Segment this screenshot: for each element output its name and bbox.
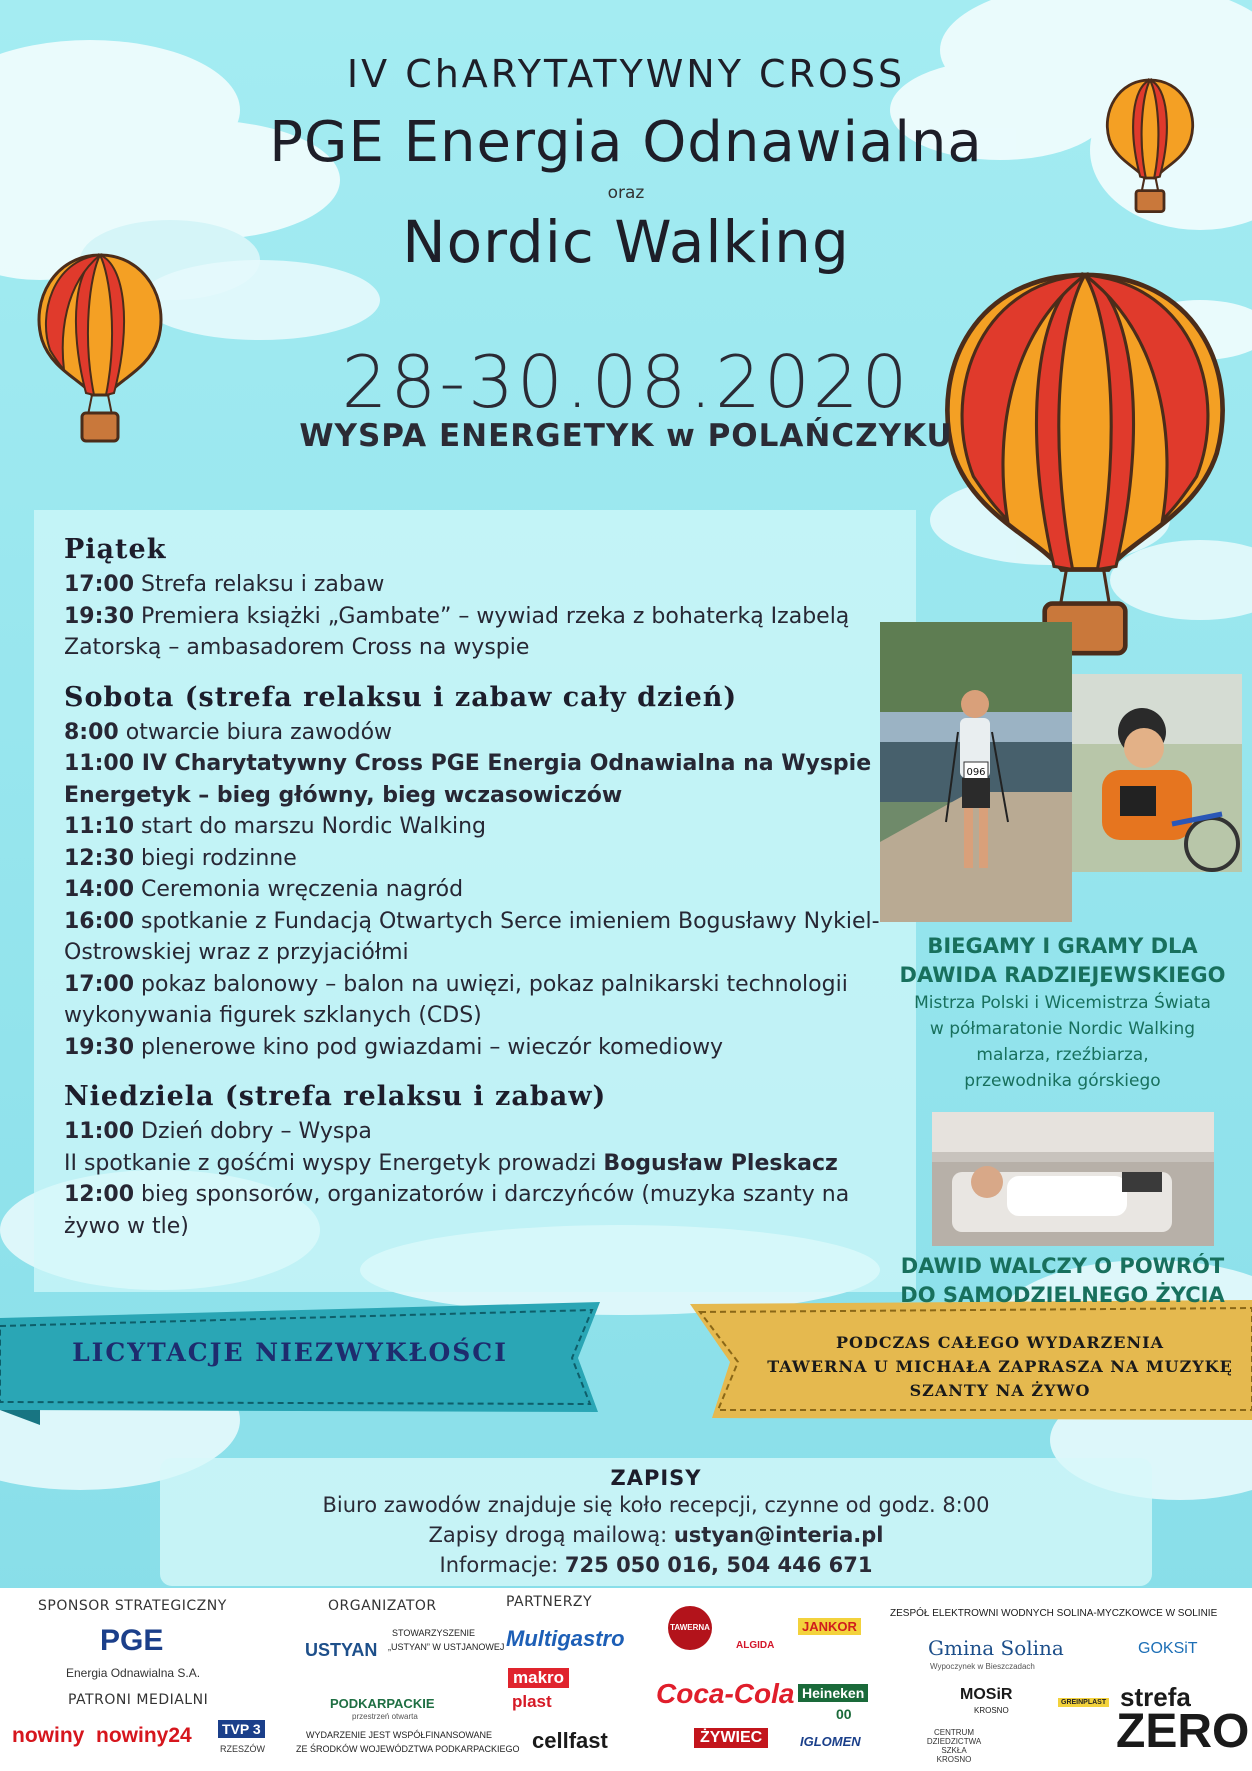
list-item: 8:00 otwarcie biura zawodów bbox=[64, 719, 393, 745]
list-item: 11:10 start do marszu Nordic Walking bbox=[64, 814, 487, 839]
registration-office-text: Biuro zawodów znajduje się koło recepcji, czynne od godz. 8:00 bbox=[322, 1493, 990, 1517]
registration-email[interactable]: ustyan@interia.pl bbox=[673, 1523, 884, 1547]
nowiny24-logo: nowiny24 bbox=[96, 1724, 192, 1747]
list-item: 11:00 Dzień dobry – Wyspa bbox=[64, 1119, 372, 1144]
list-item: 17:00 Strefa relaksu i zabaw bbox=[64, 572, 385, 597]
pge-logo: PGE bbox=[100, 1624, 164, 1657]
runner-photo bbox=[880, 622, 1072, 922]
list-item: 16:00 spotkanie z Fundacją Otwartych Serce imieniem Bogusławy Nykiel-Ostrowskiej wraz z przyjaciółmi bbox=[64, 908, 880, 965]
event-venue: WYSPA ENERGETYK w POLAŃCZYKU bbox=[299, 418, 953, 454]
organizer-label: ORGANIZATOR bbox=[328, 1598, 437, 1614]
strefa-zero-logo-bottom: ZERO bbox=[1116, 1705, 1250, 1758]
plast-logo: plast bbox=[512, 1692, 552, 1711]
event-date: 28-30.08.2020 bbox=[341, 340, 911, 424]
day-title-sunday: Niedziela (strefa relaksu i zabaw) bbox=[64, 1081, 607, 1112]
hospital-photo bbox=[932, 1112, 1214, 1246]
registration-box bbox=[160, 1458, 1152, 1586]
greinplast-logo: GREINPLAST bbox=[1058, 1698, 1109, 1707]
list-item: 11:00 IV Charytatywny Cross PGE Energia Odnawialna na Wyspie Energetyk – bieg główny, bieg wczasowiczów bbox=[64, 751, 872, 808]
cofinancing-line2: ZE ŚRODKÓW WOJEWÓDZTWA PODKARPACKIEGO bbox=[296, 1744, 520, 1754]
ustyan-association-line2: „USTYAN” W USTJANOWEJ bbox=[388, 1642, 505, 1652]
ustyan-association-line1: STOWARZYSZENIE bbox=[392, 1628, 476, 1638]
podkarpackie-logo: PODKARPACKIE bbox=[330, 1696, 435, 1711]
event-title-line1: IV ChARYTATYWNY CROSS bbox=[346, 52, 906, 96]
podkarpackie-subtitle: przestrzeń otwarta bbox=[352, 1712, 418, 1721]
mosir-logo: MOSiR bbox=[960, 1686, 1013, 1703]
heineken-00-logo: 00 bbox=[836, 1706, 852, 1722]
iglomen-logo: IGLOMEN bbox=[800, 1734, 861, 1749]
jankor-logo: JANKOR bbox=[798, 1618, 861, 1635]
cofinancing-line1: WYDARZENIE JEST WSPÓŁFINANSOWANE bbox=[306, 1730, 493, 1740]
event-title-oraz: oraz bbox=[607, 183, 645, 203]
registration-phones[interactable]: 725 050 016, 504 446 671 bbox=[564, 1553, 873, 1577]
goksit-logo: GOKSiT bbox=[1138, 1640, 1198, 1657]
list-item: 12:30 biegi rodzinne bbox=[64, 845, 297, 871]
caption-title-1: BIEGAMY I GRAMY DLA DAWIDA RADZIEJEWSKIEGO bbox=[899, 934, 1226, 987]
multigastro-logo: Multigastro bbox=[506, 1626, 625, 1651]
media-label: PATRONI MEDIALNI bbox=[68, 1692, 209, 1708]
sponsors-footer bbox=[0, 1588, 1252, 1771]
heineken-logo: Heineken bbox=[798, 1684, 868, 1702]
registration-phone-line: Informacje: 725 050 016, 504 446 671 bbox=[439, 1553, 873, 1577]
nowiny-logo: nowiny bbox=[12, 1724, 85, 1747]
day-title-saturday: Sobota (strefa relaksu i zabaw cały dzień) bbox=[64, 681, 738, 713]
event-title-line2: PGE Energia Odnawialna bbox=[269, 110, 983, 175]
registration-email-line: Zapisy drogą mailową: ustyan@interia.pl bbox=[428, 1523, 884, 1547]
algida-logo: ALGIDA bbox=[736, 1640, 775, 1651]
event-title-line3: Nordic Walking bbox=[402, 208, 850, 276]
program-box bbox=[34, 510, 916, 1292]
ribbon-tavern-text: PODCZAS CAŁEGO WYDARZENIA TAWERNA U MICHAŁA ZAPRASZA NA MUZYKĘ SZANTY NA ŻYWO bbox=[767, 1333, 1233, 1400]
gmina-solina-subtitle: Wypoczynek w Bieszczadach bbox=[930, 1662, 1035, 1671]
race-bib: 096 bbox=[966, 767, 986, 778]
centrum-logo: CENTRUM DZIEDZICTWA SZKŁA KROSNO bbox=[926, 1728, 982, 1764]
ustyan-logo: USTYAN bbox=[305, 1640, 378, 1660]
list-item: 19:30 plenerowe kino pod gwiazdami – wieczór komediowy bbox=[64, 1034, 724, 1060]
tvp3-logo: TVP 3 bbox=[218, 1720, 265, 1738]
mosir-subtitle: KROSNO bbox=[974, 1706, 1009, 1715]
zywiec-logo: ŻYWIEC bbox=[694, 1728, 768, 1748]
tawerna-logo: TAWERNA bbox=[668, 1606, 712, 1650]
gmina-solina-logo: Gmina Solina bbox=[928, 1636, 1064, 1660]
list-item: 14:00 Ceremonia wręczenia nagród bbox=[64, 877, 464, 902]
strefa-zero-logo-top: strefa bbox=[1120, 1682, 1191, 1712]
caption-subtitle-1: Mistrza Polski i Wicemistrza Świata w półmaratonie Nordic Walking malarza, rzeźbiarza, przewodnika górskiego bbox=[914, 993, 1211, 1091]
sponsor-label: SPONSOR STRATEGICZNY bbox=[38, 1598, 227, 1614]
list-item: 19:30 Premiera książki „Gambate” – wywiad rzeka z bohaterką Izabelą Zatorską – ambasadorem Cross na wyspie bbox=[64, 603, 850, 660]
caption-title-2: DAWID WALCZY O POWRÓT DO SAMODZIELNEGO ŻYCIA bbox=[900, 1254, 1225, 1307]
cyclist-photo bbox=[1072, 674, 1242, 872]
coca-cola-logo: Coca-Cola bbox=[656, 1678, 795, 1709]
tvp3-subtitle: RZESZÓW bbox=[220, 1744, 265, 1754]
cellfast-logo: cellfast bbox=[532, 1728, 608, 1753]
pge-subtitle: Energia Odnawialna S.A. bbox=[66, 1666, 201, 1680]
list-item: II spotkanie z gośćmi wyspy Energetyk prowadzi Bogusław Pleskacz bbox=[64, 1150, 838, 1176]
zespol-label: ZESPÓŁ ELEKTROWNI WODNYCH SOLINA-MYCZKOWCE W SOLINIE bbox=[890, 1608, 1218, 1619]
day-title-friday: Piątek bbox=[64, 534, 167, 565]
partners-label: PARTNERZY bbox=[506, 1594, 593, 1610]
list-item: 17:00 pokaz balonowy – balon na uwięzi, pokaz palnikarski technologii wykonywania figurek szklanych (CDS) bbox=[64, 971, 848, 1028]
registration-title: ZAPISY bbox=[610, 1466, 702, 1490]
ribbon-auction-text: LICYTACJE NIEZWYKŁOŚCI bbox=[72, 1338, 508, 1367]
list-item: 12:00 bieg sponsorów, organizatorów i darczyńców (muzyka szanty na żywo w tle) bbox=[64, 1182, 850, 1239]
makro-logo: makro bbox=[508, 1668, 569, 1688]
